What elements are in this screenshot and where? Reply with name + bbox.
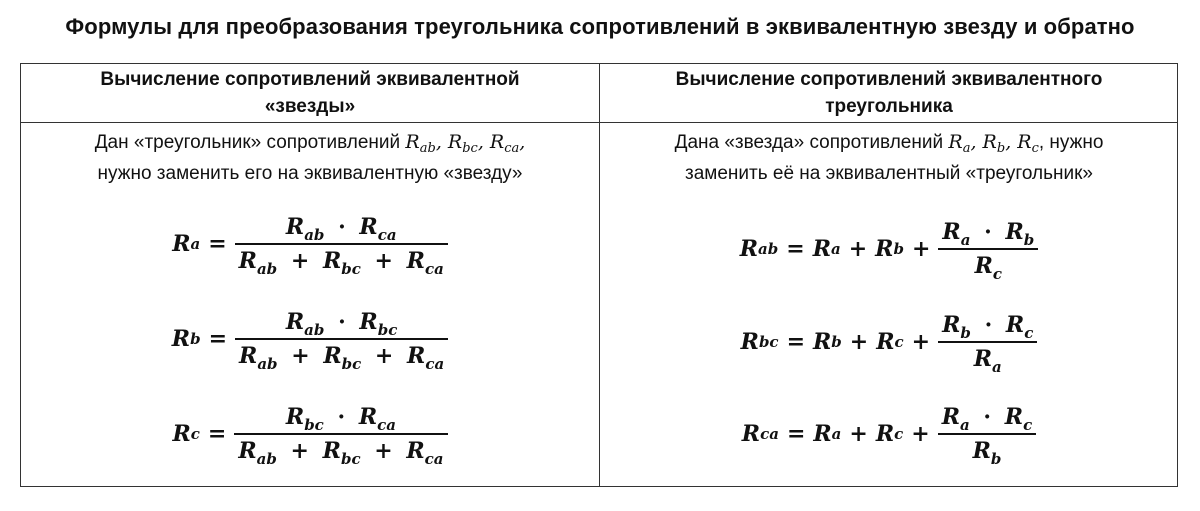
formula-rca: R ca = R a + R c + $\frac{R_a \cdot R_c}{R_b}$ [601,404,1177,464]
left-description-line-1 [21,127,599,158]
right-column [601,64,1177,486]
right-description-symbols: $R_a$, $R_b$, $R_c$ [948,131,1039,156]
right-description [601,127,1177,189]
fraction-rbc: $\frac{R_b \cdot R_c}{R_a}$ [938,312,1037,372]
left-header-line-1: Вычисление сопротивлений эквивалентной [100,69,520,90]
formula-rb: R b = $\frac{R_{ab} \cdot R_{bc}}{R_{ab} + R_{bc} + R_{ca}}$ [21,309,599,369]
left-description-line-2: нужно заменить его на эквивалентную «звезду» [97,163,523,184]
left-description [21,127,599,189]
right-column-header [601,66,1177,122]
fraction-rb: $\frac{R_{ab} \cdot R_{bc}}{R_{ab} + R_{bc} + R_{ca}}$ [235,309,448,369]
right-description-text: Дана «звезда» сопротивлений [674,132,944,153]
right-header-line-1: Вычисление сопротивлений эквивалентного [675,69,1103,90]
formula-table [20,63,1178,487]
page-title: Формулы для преобразования треугольника сопротивлений в эквивалентную звезду и обратно [65,14,1135,39]
formula-rc: R c = $\frac{R_{bc} \cdot R_{ca}}{R_{ab} + R_{bc} + R_{ca}}$ [21,404,599,464]
formula-rab: R ab = R a + R b + $\frac{R_a \cdot R_b}{R_c}$ [601,219,1177,279]
left-description-symbols: $R_{ab}$, $R_{bc}$, $R_{ca}$, [405,131,526,156]
left-column [21,64,599,486]
formula-rbc: R bc = R b + R c + $\frac{R_b \cdot R_c}{R_a}$ [601,312,1177,372]
fraction-rab: $\frac{R_a \cdot R_b}{R_c}$ [938,219,1038,279]
formula-ra: R a = $\frac{R_{ab} \cdot R_{ca}}{R_{ab} + R_{bc} + R_{ca}}$ [21,214,599,274]
column-divider [599,64,600,486]
right-header-line-2: треугольника [825,96,953,117]
left-description-text: Дан «треугольник» сопротивлений [94,132,401,153]
right-description-line-2: заменить её на эквивалентный «треугольник» [684,163,1094,184]
left-header-line-2: «звезды» [264,96,356,117]
right-description-line-1: Дана «звезда» сопротивлений $R_a$, $R_b$, $R_c$, нужно [674,131,1104,156]
fraction-rc: $\frac{R_{bc} \cdot R_{ca}}{R_{ab} + R_{bc} + R_{ca}}$ [234,404,447,464]
left-column-header [21,66,599,122]
fraction-rca: $\frac{R_a \cdot R_c}{R_b}$ [938,404,1036,464]
fraction-ra: $\frac{R_{ab} \cdot R_{ca}}{R_{ab} + R_{bc} + R_{ca}}$ [235,214,448,274]
